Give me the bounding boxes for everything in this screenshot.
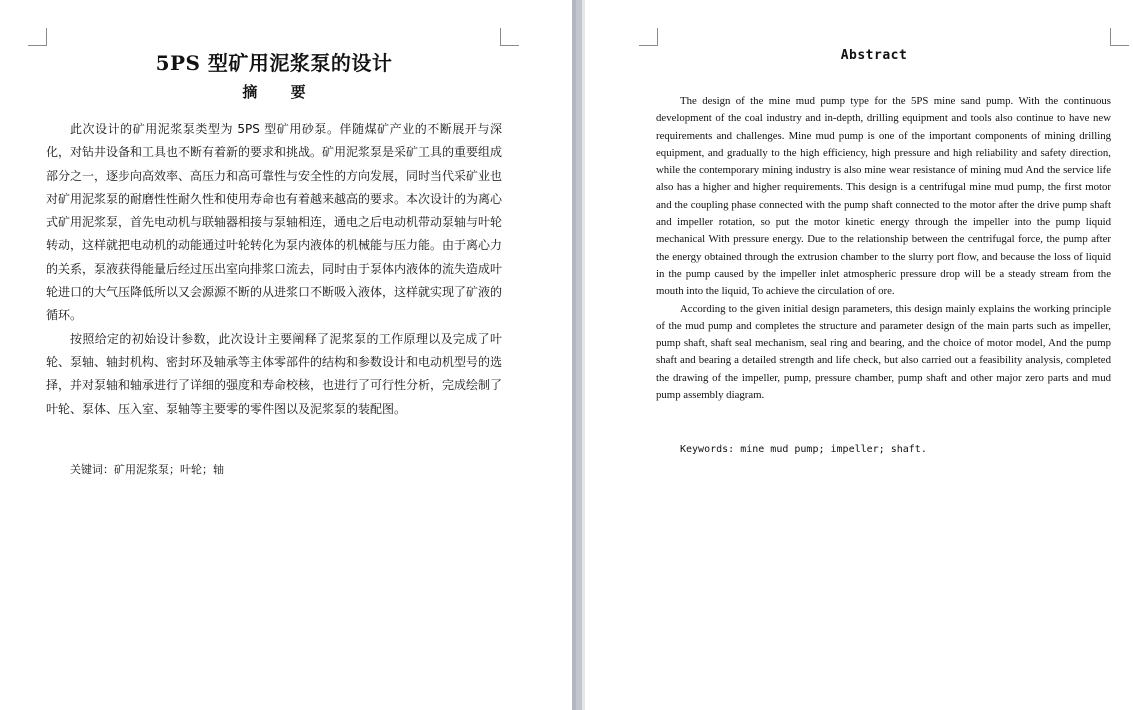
crop-mark-top-left: [28, 28, 47, 46]
crop-mark-top-right: [500, 28, 519, 46]
abstract-heading-cn: 摘 要: [242, 83, 320, 101]
right-page: [585, 0, 1133, 710]
abstract-body-cn: [46, 118, 502, 421]
keywords-cn: 关键词：矿用泥浆泵；叶轮；轴: [70, 463, 224, 476]
abstract-paragraph-en: According to the given initial design parameters, this design mainly explains the working principle of the mud pump and completes the structure and parameter design of the main parts such as impeller, pump shaft, shaft seal mechanism, seal ring and bearing, and the choice of motor model, And the pump shaft and bearing a detailed strength and life check, but also carried out a feasibility analysis, completed the drawing of the impeller, pump, pressure chamber, pump shaft and other major zero parts and mud pump assembly diagram.: [656, 302, 1111, 402]
abstract-paragraph-cn: 此次设计的矿用泥浆泵类型为 5PS 型矿用砂泵。伴随煤矿产业的不断展开与深化，对钻井设备和工具也不断有着新的要求和挑战。矿用泥浆泵是采矿工具的重要组成部分之一，逐步向高效率、高压力和高可靠性与安全性的方向发展，同时当代采矿业也对矿用泥浆泵的耐磨性性耐久性和使用寿命也有着越来越高的要求。本次设计的为离心式矿用泥浆泵，首先电动机与联轴器相接与泵轴相连，通电之后电动机带动泵轴与叶轮转动，这样就把电动机的动能通过叶轮转化为泵内液体的机械能与压力能。由于离心力的关系，泵液获得能量后经过压出室向排浆口流去，同时由于泵体内液体的流失造成叶轮进口的大气压降低所以又会源源不断的从进浆口不断吸入液体，这样就实现了矿液的循环。: [46, 122, 503, 323]
keywords-en: Keywords: mine mud pump; impeller; shaft.: [680, 444, 927, 455]
abstract-body-en: [656, 93, 1111, 404]
page-gutter: [572, 0, 585, 710]
abstract-paragraph-cn: 按照给定的初始设计参数，此次设计主要阐释了泥浆泵的工作原理以及完成了叶轮、泵轴、轴封机构、密封环及轴承等主体零部件的结构和参数设计和电动机型号的选择，并对泵轴和轴承进行了详细的强度和寿命校核，也进行了可行性分析，完成绘制了叶轮、泵体、压入室、泵轴等主要零的零件图以及泥浆泵的装配图。: [46, 331, 503, 416]
crop-mark-top-right: [1110, 28, 1129, 46]
abstract-heading-en: Abstract: [840, 48, 908, 63]
document-title: 5PS 型矿用泥浆泵的设计: [155, 51, 393, 75]
crop-mark-top-left: [639, 28, 658, 46]
abstract-paragraph-en: The design of the mine mud pump type for the 5PS mine sand pump. With the continuous development of the coal industry and in-depth, drilling equipment and tools also continue to have new requirements and challenges. Mine mud pump is one of the important components of mining drilling equipment, and gradually to the high efficiency, high pressure and high reliability and safety direction, while the contemporary mining industry is also mine wear resistance of mining mud And the service life also has a higher and higher requirements. This design is a centrifugal mine mud pump, the first motor and the coupling phase connected with the pump shaft connected to the motor after the drive pump shaft and impeller rotation, so put the motor kinetic energy through the impeller into the pump liquid mechanical With pressure energy. Due to the relationship between the centrifugal force, the pump after the energy obtained through the extrusion chamber to the slurry port flow, and because the loss of liquid in the pump caused by the impeller inlet atmospheric pressure drop will be a steady stream from the mouth into the liquid, To achieve the circulation of ore.: [656, 95, 1111, 298]
